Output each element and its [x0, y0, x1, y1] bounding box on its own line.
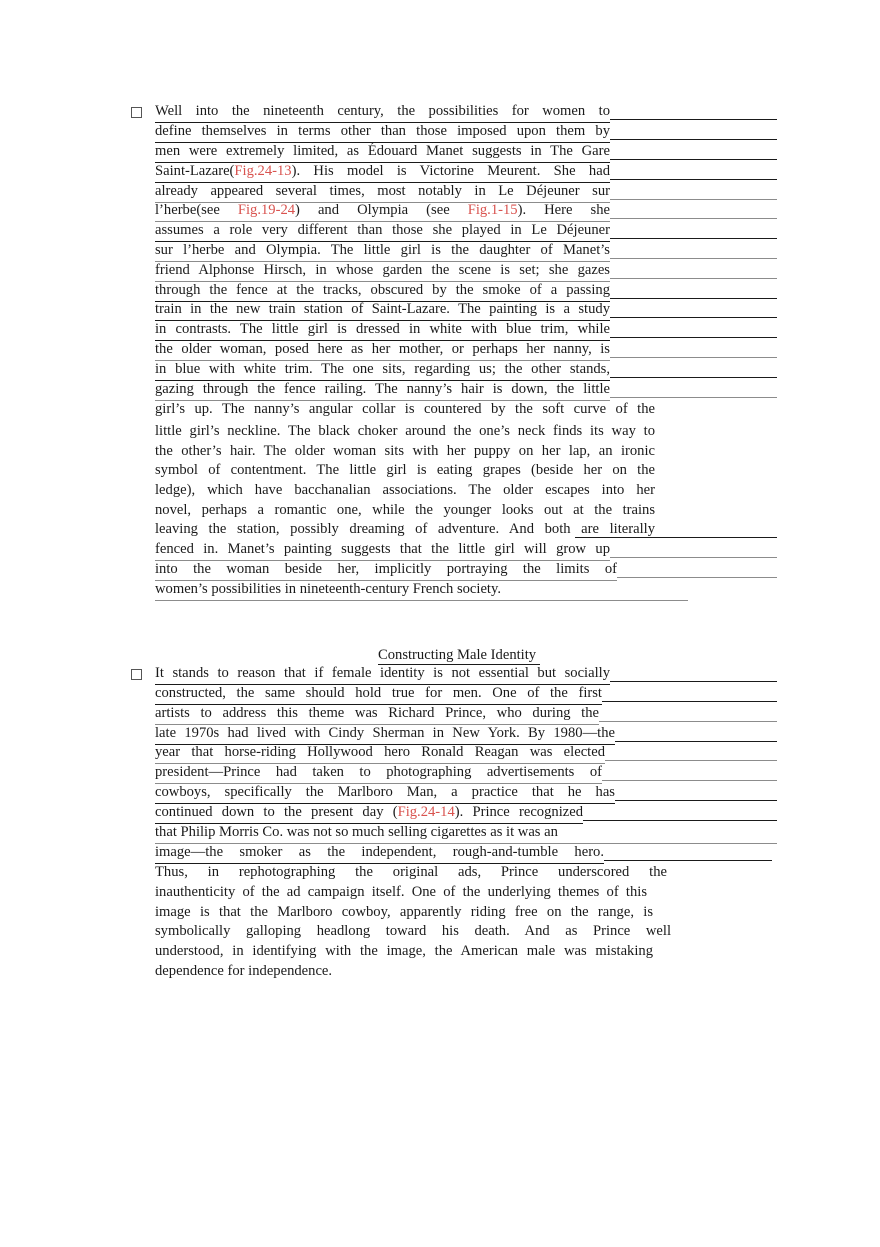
text-line	[155, 803, 583, 824]
text-line: late 1970s had lived with Cindy Sherman in New York. By 1980—the	[155, 724, 615, 745]
text-line: understood, in identifying with the image, the American male was mistaking	[155, 943, 653, 959]
text-line: through the fence at the tracks, obscured by the smoke of a passing	[155, 281, 610, 302]
checkbox-icon	[131, 669, 142, 680]
underline	[610, 278, 777, 279]
underline	[583, 820, 777, 821]
text-line: symbolically galloping headlong toward his death. And as Prince well	[155, 923, 671, 939]
text-line: constructed, the same should hold true for men. One of the first	[155, 684, 602, 705]
text-line: women’s possibilities in nineteenth-century French society.	[155, 580, 688, 601]
underline	[610, 258, 777, 259]
figure-link[interactable]: Fig.19-24	[237, 202, 296, 218]
text-line: year that horse-riding Hollywood hero Ronald Reagan was elected	[155, 743, 605, 764]
text-span: l’herbe(see	[155, 202, 238, 218]
underline	[615, 800, 777, 801]
text-line: friend Alphonse Hirsch, in whose garden the scene is set; she gazes	[155, 261, 610, 282]
text-line: leaving the station, possibly dreaming of adventure. And both are literally	[155, 521, 655, 537]
underline	[610, 179, 777, 180]
underline	[610, 139, 777, 140]
text-line: ledge), which have bacchanalian associations. The older escapes into her	[155, 482, 655, 498]
underline	[610, 119, 777, 120]
text-line	[155, 201, 610, 222]
figure-link[interactable]: Fig.1-15	[467, 202, 518, 218]
underline	[610, 238, 777, 239]
underline	[617, 577, 777, 578]
text-span: continued down to the present day (	[155, 804, 398, 820]
figure-link[interactable]: Fig.24-13	[234, 163, 292, 179]
text-line: little girl’s neckline. The black choker around the one’s neck finds its way to	[155, 423, 655, 439]
text-line: dependence for independence.	[155, 963, 333, 979]
underline	[610, 337, 777, 338]
text-line: in blue with white trim. The one sits, regarding us; the other stands,	[155, 360, 610, 381]
text-span: Saint-Lazare(	[155, 163, 235, 179]
underline	[610, 199, 777, 200]
text-line: novel, perhaps a romantic one, while the younger looks out at the trains	[155, 502, 655, 518]
text-span: ). His model is Victorine Meurent. She had	[291, 163, 610, 179]
text-line: define themselves in terms other than those imposed upon them by	[155, 122, 610, 143]
underline	[610, 317, 777, 318]
text-line: symbol of contentment. The little girl is eating grapes (beside her on the	[155, 462, 655, 478]
text-line: sur l’herbe and Olympia. The little girl is the daughter of Manet’s	[155, 241, 610, 262]
text-line: It stands to reason that if female identity is not essential but socially	[155, 664, 610, 685]
underline	[602, 701, 777, 702]
underline	[610, 298, 777, 299]
underline	[610, 159, 777, 160]
text-line: assumes a role very different than those she played in Le Déjeuner	[155, 221, 610, 242]
text-line: that Philip Morris Co. was not so much selling cigarettes as it was an	[155, 823, 777, 844]
underline	[615, 741, 777, 742]
underline	[610, 377, 777, 378]
text-line: already appeared several times, most notably in Le Déjeuner sur	[155, 182, 610, 203]
text-line: Thus, in rephotographing the original ads, Prince underscored the	[155, 864, 667, 880]
text-line: artists to address this theme was Richard Prince, who during the	[155, 704, 599, 725]
underline	[599, 721, 777, 722]
checkbox-icon	[131, 107, 142, 118]
underline	[610, 397, 777, 398]
figure-link[interactable]: Fig.24-14	[397, 804, 455, 820]
text-span: ). Prince recognized	[454, 804, 583, 820]
text-line: inauthenticity of the ad campaign itself. One of the underlying themes of this	[155, 884, 647, 900]
text-line: cowboys, specifically the Marlboro Man, a practice that he has	[155, 783, 615, 804]
text-line: image is that the Marlboro cowboy, apparently riding free on the range, is	[155, 904, 653, 920]
text-line	[155, 162, 610, 183]
text-span: ). Here she	[517, 202, 610, 218]
underline	[610, 557, 777, 558]
underline	[610, 357, 777, 358]
text-line: president—Prince had taken to photographing advertisements of	[155, 763, 602, 784]
text-line: the other’s hair. The older woman sits with her puppy on her lap, an ironic	[155, 443, 655, 459]
underline	[604, 860, 772, 861]
text-line: image—the smoker as the independent, rough-and-tumble hero.	[155, 843, 604, 864]
underline	[610, 681, 777, 682]
text-line: men were extremely limited, as Édouard Manet suggests in The Gare	[155, 142, 610, 163]
text-line: in contrasts. The little girl is dressed in white with blue trim, while	[155, 320, 610, 341]
text-line: train in the new train station of Saint-Lazare. The painting is a study	[155, 300, 610, 321]
text-line: gazing through the fence railing. The nanny’s hair is down, the little	[155, 380, 610, 401]
text-line: into the woman beside her, implicitly portraying the limits of	[155, 560, 617, 581]
text-span: ) and Olympia (see	[295, 202, 468, 218]
underline	[610, 218, 777, 219]
section-heading: Constructing Male Identity	[378, 646, 540, 665]
text-line: fenced in. Manet’s painting suggests that the little girl will grow up	[155, 540, 610, 561]
underline	[575, 537, 777, 538]
underline	[605, 760, 777, 761]
text-line: Well into the nineteenth century, the possibilities for women to	[155, 102, 610, 123]
underline	[602, 780, 777, 781]
text-line: girl’s up. The nanny’s angular collar is countered by the soft curve of the	[155, 401, 655, 417]
text-line: the older woman, posed here as her mother, or perhaps her nanny, is	[155, 340, 610, 361]
